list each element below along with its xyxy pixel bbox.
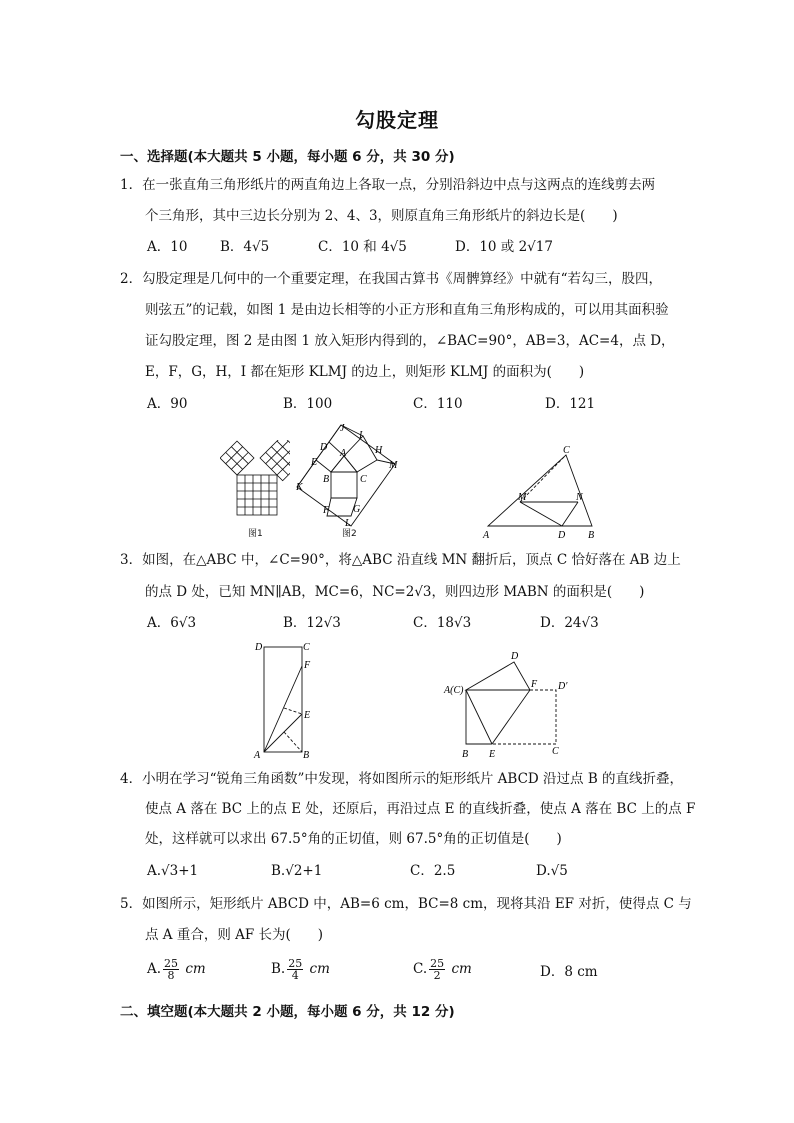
q2-option-d[interactable]: D．121	[545, 396, 596, 412]
fig2-label-G: G	[353, 504, 361, 515]
fig2-label-C: C	[360, 474, 367, 485]
q4-stem-line1: 4．小明在学习“锐角三角函数”中发现，将如图所示的矩形纸片 ABCD 沿过点 B 的直线折叠，	[120, 771, 684, 787]
q2-option-b[interactable]: B．100	[283, 396, 333, 412]
q5-stem-line1: 5．如图所示，矩形纸片 ABCD 中，AB=6 cm，BC=8 cm，现将其沿 EF 对折，使得点 C 与	[120, 896, 692, 912]
figure-1-caption: 图1	[248, 529, 263, 539]
fig2-label-I: I	[359, 430, 363, 441]
q3-label-B: B	[588, 530, 595, 540]
q4-stem-line2: 使点 A 落在 BC 上的点 E 处，还原后，再沿过点 E 的直线折叠，使点 A 落在 BC 上的点 F	[145, 801, 696, 817]
q2-stem-line3: 证勾股定理，图 2 是由图 1 放入矩形内得到的，∠BAC=90°，AB=3，AC=4，点 D，	[145, 333, 675, 349]
q4-stem-line3: 处，这样就可以求出 67.5°角的正切值，则 67.5°角的正切值是( )	[145, 831, 562, 847]
fig2-label-L: L	[345, 518, 351, 529]
q3-label-M: M	[518, 492, 527, 503]
section-heading-choice: 一、选择题(本大题共 5 小题，每小题 6 分，共 30 分)	[120, 149, 455, 165]
q5-option-c-denominator: 2	[433, 969, 441, 982]
figure-1-grid-squares	[220, 440, 290, 530]
q2-option-a[interactable]: A．90	[147, 396, 188, 412]
q3-stem-line2: 的点 D 处，已知 MN∥AB，MC=6，NC=2√3，则四边形 MABN 的面积是( )	[145, 584, 645, 600]
fig2-label-H: H	[375, 445, 383, 456]
fig2-label-J: J	[340, 423, 345, 434]
q5-option-b-fraction	[287, 958, 303, 981]
q1-option-c[interactable]: C．10 和 4√5	[318, 239, 407, 255]
q1-option-d[interactable]: D．10 或 2√17	[455, 239, 553, 255]
q2-option-c[interactable]: C．110	[413, 396, 463, 412]
q5-label-B: B	[462, 749, 469, 760]
q5-option-b[interactable]	[271, 958, 330, 981]
q1-stem-line1: 1．在一张直角三角形纸片的两直角边上各取一点，分别沿斜边中点与这两点的连线剪去两	[120, 177, 656, 193]
q5-stem-line2: 点 A 重合，则 AF 长为( )	[145, 927, 324, 943]
q5-option-a-prefix: A.	[147, 961, 162, 977]
q5-option-c-unit: cm	[451, 961, 472, 977]
q5-label-C: C	[552, 746, 559, 757]
q5-option-d[interactable]: D．8 cm	[540, 964, 598, 980]
q2-stem-line2: 则弦五”的记载，如图 1 是由边长相等的小正方形和直角三角形构成的，可以用其面积验	[145, 302, 669, 318]
q3-label-C: C	[563, 445, 570, 456]
q5-option-a-denominator: 8	[167, 969, 175, 982]
q5-option-c-fraction	[429, 958, 445, 981]
q5-option-b-numerator: 25	[288, 957, 303, 970]
q4-label-C: C	[303, 642, 310, 653]
figure-q3-triangle-fold	[478, 440, 602, 540]
q3-label-N: N	[576, 492, 583, 503]
q5-option-c[interactable]	[413, 958, 472, 981]
q1-option-a[interactable]: A．10	[147, 239, 188, 255]
page-title: 勾股定理	[355, 108, 439, 132]
fig2-label-K: K	[296, 482, 303, 493]
q3-label-D: D	[558, 530, 566, 540]
q5-option-a-unit: cm	[185, 961, 206, 977]
section-heading-fill-in: 二、填空题(本大题共 2 小题，每小题 6 分，共 12 分)	[120, 1004, 455, 1020]
q3-stem-line1: 3．如图，在△ABC 中，∠C=90°，将△ABC 沿直线 MN 翻折后，顶点 C 恰好落在 AB 边上	[120, 552, 681, 568]
q5-option-b-prefix: B.	[271, 961, 286, 977]
fig2-label-E: E	[311, 457, 318, 468]
q4-option-d[interactable]: D.√5	[536, 863, 568, 879]
q4-option-c[interactable]: C．2.5	[410, 863, 456, 879]
q2-stem-line4: E，F，G，H，I 都在矩形 KLMJ 的边上，则矩形 KLMJ 的面积为( )	[145, 364, 585, 380]
q5-label-F: F	[531, 679, 538, 690]
q4-option-b[interactable]: B.√2+1	[271, 863, 323, 879]
q3-label-A: A	[483, 530, 490, 540]
q5-option-b-unit: cm	[309, 961, 330, 977]
q5-label-AC: A(C)	[444, 685, 464, 696]
q3-option-b[interactable]: B．12√3	[283, 615, 341, 631]
figure-2-caption: 图2	[342, 529, 357, 539]
q5-option-b-denominator: 4	[291, 969, 299, 982]
q5-option-a[interactable]	[147, 958, 206, 981]
figure-2-rectangle-klmj	[293, 420, 403, 532]
q5-label-D-prime: D′	[558, 681, 568, 692]
fig2-label-D: D	[320, 442, 328, 453]
fig2-label-F: F	[323, 505, 330, 516]
q5-option-a-fraction	[163, 958, 179, 981]
q1-stem-line2: 个三角形，其中三边长分别为 2、4、3，则原直角三角形纸片的斜边长是( )	[145, 208, 618, 224]
q5-option-c-numerator: 25	[430, 957, 445, 970]
figure-q4-rectangle-fold	[248, 640, 320, 762]
q4-option-a[interactable]: A.√3+1	[147, 863, 199, 879]
q1-option-b[interactable]: B．4√5	[220, 239, 270, 255]
q5-option-c-prefix: C.	[413, 961, 428, 977]
q3-option-a[interactable]: A．6√3	[147, 615, 197, 631]
q3-option-d[interactable]: D．24√3	[540, 615, 599, 631]
q4-label-B: B	[303, 750, 310, 761]
q4-label-E: E	[304, 710, 311, 721]
fig2-label-A: A	[340, 448, 347, 459]
q4-label-F: F	[304, 660, 311, 671]
fig2-label-M: M	[389, 460, 398, 471]
q5-label-D: D	[511, 651, 519, 662]
fig2-label-B: B	[323, 474, 330, 485]
q5-label-E: E	[489, 749, 496, 760]
q5-option-a-numerator: 25	[164, 957, 179, 970]
q2-stem-line1: 2．勾股定理是几何中的一个重要定理，在我国古算书《周髀算经》中就有“若勾三，股四，	[120, 271, 662, 287]
q4-label-D: D	[255, 642, 263, 653]
figure-q5-rectangle-fold	[440, 648, 580, 762]
q3-option-c[interactable]: C．18√3	[413, 615, 472, 631]
q4-label-A: A	[254, 750, 261, 761]
